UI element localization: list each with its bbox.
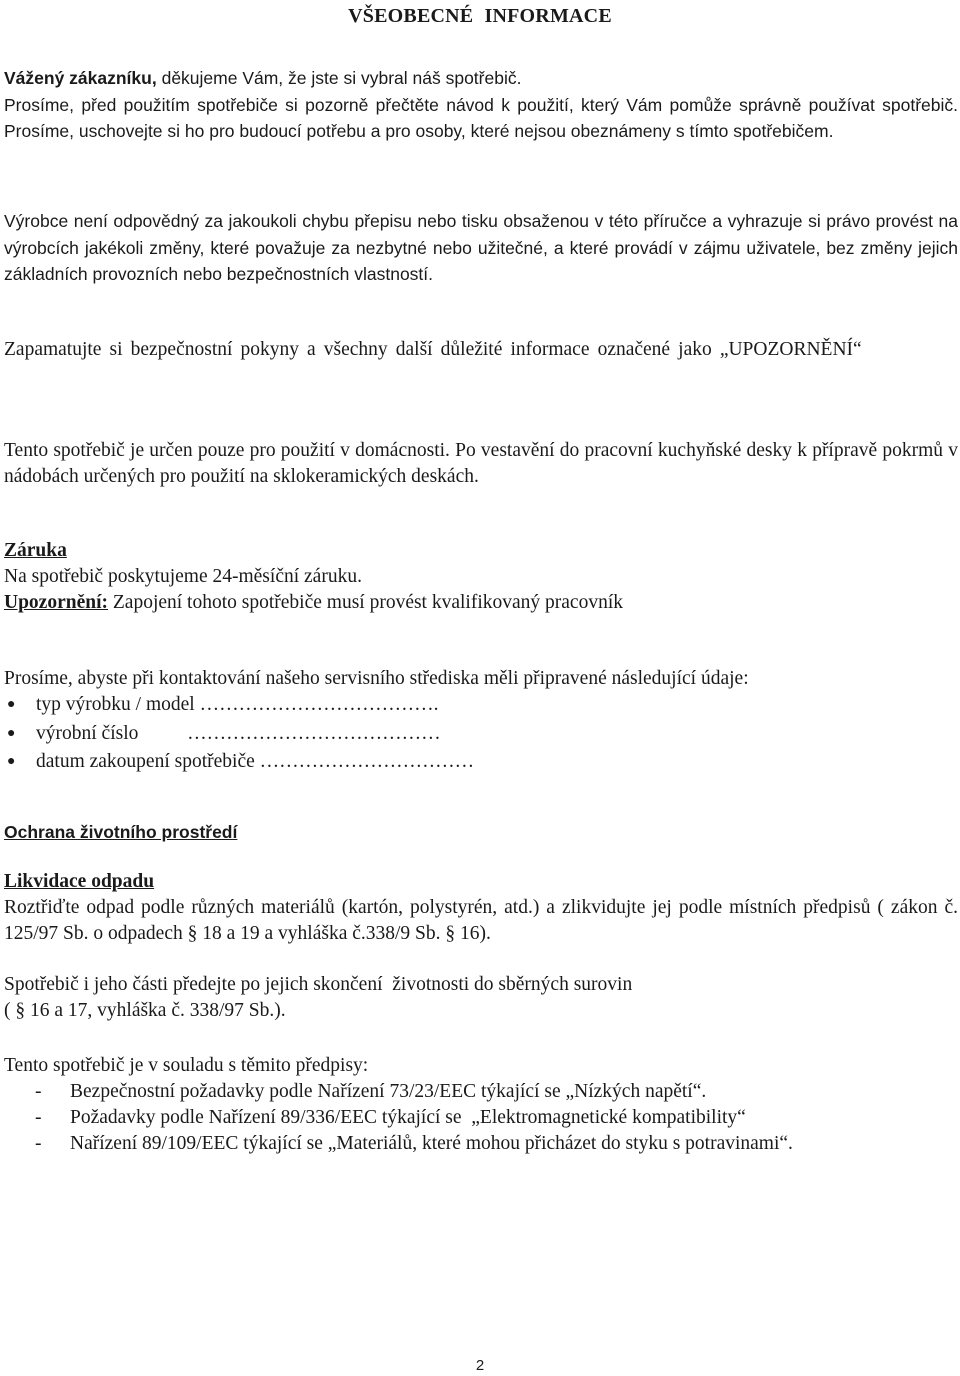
- service-item-serial: výrobní číslo …………………………………: [36, 722, 441, 744]
- disposal-heading-wrap: [4, 869, 958, 895]
- bullet-icon: ●: [7, 754, 16, 769]
- dash-marker: -: [35, 1133, 42, 1154]
- list-item: [0, 1105, 958, 1131]
- safety-note-paragraph: Zapamatujte si bezpečnostní pokyny a všechny další důležité informace označené jako „UPOZORNĚNÍ“: [4, 339, 862, 360]
- usage-paragraph: Tento spotřebič je určen pouze pro použití v domácnosti. Po vestavění do pracovní kuchyňské desky k přípravě pokrmů v nádobách určených pro použití na sklokeramických deskách.: [4, 440, 958, 487]
- intro-paragraph: [4, 65, 958, 145]
- bullet-icon: ●: [7, 697, 16, 712]
- page-number: 2: [475, 1357, 485, 1374]
- service-details-list: [0, 691, 958, 777]
- compliance-item: Bezpečnostní požadavky podle Nařízení 73/23/EEC týkající se „Nízkých napětí“.: [70, 1081, 707, 1102]
- warranty-heading: Záruka: [4, 540, 67, 561]
- service-intro: Prosíme, abyste při kontaktování našeho servisního střediska měli připravené následující údaje:: [4, 668, 749, 689]
- environment-heading-wrap: [4, 819, 958, 846]
- greeting-rest: děkujeme Vám, že jste si vybral náš spotřebič.: [156, 68, 522, 88]
- list-item: [0, 1131, 958, 1157]
- service-item-purchase-date: datum zakoupení spotřebiče ……………………………: [36, 751, 475, 772]
- compliance-intro: Tento spotřebič je v souladu s těmito předpisy:: [4, 1055, 369, 1076]
- disposal-paragraph: Roztřiďte odpad podle různých materiálů (kartón, polystyrén, atd.) a zlikvidujte jej podle místních předpisů ( zákon č. 125/97 Sb. o odpadech § 18 a 19 a vyhláška č.338/9 Sb. § 16).: [4, 897, 958, 944]
- return-line-2: ( § 16 a 17, vyhláška č. 338/97 Sb.).: [4, 1000, 286, 1021]
- environment-heading: Ochrana životního prostředí: [4, 822, 238, 842]
- warning-label: Upozornění:: [4, 592, 108, 613]
- return-paragraph: [4, 972, 958, 1024]
- disclaimer-paragraph: Výrobce není odpovědný za jakoukoli chybu přepisu nebo tisku obsaženou v této příručce a vyhrazuje si právo provést na výrobcích jakékoli změny, které považuje za nezbytné nebo užitečné, a které provádí v zájmu uživatele, bez změny jejich základních provozních nebo bezpečnostních vlastností.: [4, 211, 958, 284]
- warranty-text: Na spotřebič poskytujeme 24-měsíční záruku.: [4, 566, 362, 587]
- service-item-model: typ výrobku / model ……………………………….: [36, 694, 439, 715]
- intro-text: Prosíme, před použitím spotřebiče si pozorně přečtěte návod k použití, který Vám pomůže správně používat spotřebič. Prosíme, uschovejte si ho pro budoucí potřebu a pro osoby, které nejsou obeznámeny s tímto spotřebičem.: [4, 94, 958, 141]
- list-item: [0, 691, 958, 720]
- compliance-item: Požadavky podle Nařízení 89/336/EEC týkající se „Elektromagnetické kompatibility“: [70, 1107, 746, 1128]
- return-line-1: Spotřebič i jeho části předejte po jejich skončení životnosti do sběrných surovin: [4, 974, 633, 995]
- list-item: [0, 720, 958, 749]
- compliance-item: Nařízení 89/109/EEC týkající se „Materiálů, které mohou přicházet do styku s potravinami“.: [70, 1133, 793, 1154]
- page-title: VŠEOBECNÉ INFORMACE: [348, 5, 612, 27]
- disposal-heading: Likvidace odpadu: [4, 871, 155, 892]
- dash-marker: -: [35, 1107, 42, 1128]
- warranty-section: [4, 538, 958, 616]
- greeting-bold: Vážený zákazníku,: [4, 68, 157, 88]
- bullet-icon: ●: [7, 725, 16, 741]
- compliance-list: [0, 1079, 958, 1157]
- list-item: [0, 1079, 958, 1105]
- list-item: [0, 748, 958, 777]
- dash-marker: -: [35, 1081, 42, 1102]
- warning-text: Zapojení tohoto spotřebiče musí provést kvalifikovaný pracovník: [108, 592, 624, 613]
